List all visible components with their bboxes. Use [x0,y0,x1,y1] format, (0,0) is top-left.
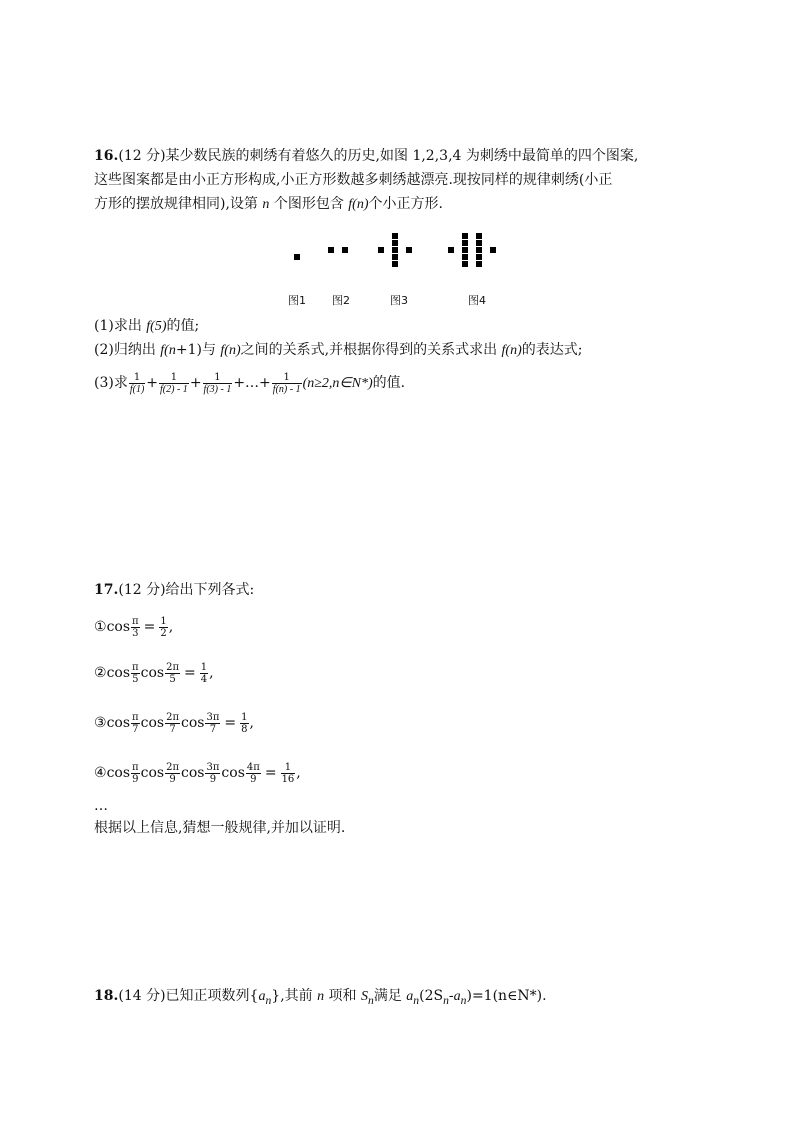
sub-n: n [413,993,420,1007]
frac-den: 4 [200,673,208,685]
angle-fraction [131,662,140,685]
q16-part2 [94,340,582,361]
sub-n: n [460,993,467,1007]
embroidery-square [328,247,334,253]
cos-label: cos [140,665,165,681]
embroidery-square [476,233,482,239]
result-fraction [200,662,208,685]
q16-text3c: 个小正方形. [368,196,443,212]
frac-num: 1 [281,762,296,774]
comma: , [168,619,174,635]
frac-den: 5 [132,673,139,685]
angle-fraction [165,662,180,685]
result-fraction [281,762,296,785]
angle-fraction [131,762,140,785]
part2-text-c: 之间的关系式,并根据你得到的关系式求出 [240,342,502,358]
q17-formula-4 [94,758,301,788]
q16-part3 [94,368,405,399]
angle-fraction [165,712,180,735]
f-of-5: f(5) [146,319,167,334]
frac-num: π [132,661,139,673]
embroidery-square [476,240,482,246]
fraction-2 [159,372,189,395]
a-var: a [406,989,414,1004]
frac-den: 16 [281,773,295,785]
result-fraction [240,712,248,735]
angle-fraction [246,762,261,785]
part2-text-b: 与 [201,342,221,358]
frac-num: 1 [241,711,248,723]
frac-den: 8 [241,723,248,735]
q16-line3 [94,194,443,215]
fraction-3 [203,372,233,395]
formula-marker: ② [94,665,107,681]
q17-formula-1 [94,612,173,642]
frac-den: f(2) - 1 [160,383,188,395]
f-of-n-plus: f(n [160,343,176,358]
result-fraction [159,616,167,639]
frac-den: 7 [169,723,176,735]
fraction-n [272,372,302,395]
cos-label: cos [221,765,245,781]
q17-ellipsis: … [94,798,108,814]
frac-num: π [132,615,139,627]
q18-text-b: },其前 [271,988,318,1004]
embroidery-square [476,247,482,253]
caption-3: 图3 [390,294,408,307]
frac-num: 3π [206,711,220,723]
q18-text-c: 项和 [324,988,362,1004]
f-of-n: f(n) [501,343,522,358]
cos-label: cos [181,765,205,781]
frac-den: 7 [132,723,139,735]
embroidery-square [392,254,398,260]
frac-den: f(n) - 1 [272,383,301,395]
frac-num: 1 [159,372,189,384]
equals-sign: = [224,715,237,731]
frac-den: 9 [209,773,217,785]
frac-den: 9 [132,773,139,785]
comma: , [296,765,301,781]
embroidery-square [342,247,348,253]
S-var: S [361,989,369,1004]
frac-num: π [132,761,139,773]
angle-fraction [131,712,140,735]
cos-label: cos [181,715,205,731]
part1-text: (1)求出 [94,318,147,334]
q16-text3b: 个图形包含 [269,196,349,212]
frac-den: 3 [132,627,139,639]
frac-num: 1 [203,372,233,384]
caption-1: 图1 [288,294,306,307]
condition: (n≥2,n∈N*) [302,376,373,391]
comma: , [209,665,214,681]
formula-marker: ③ [94,715,107,731]
cos-label: cos [140,715,165,731]
plus-sign: + [146,375,159,391]
sub-n: n [443,993,449,1007]
frac-num: 1 [200,661,208,673]
frac-den: 5 [169,673,176,685]
embroidery-square [294,254,300,260]
frac-num: π [132,711,139,723]
q16-line1 [94,146,638,166]
q17-formula-3 [94,708,254,738]
q18-number: 18. [94,988,119,1004]
embroidery-square [378,247,384,253]
frac-den: f(3) - 1 [203,383,232,395]
angle-fraction [205,712,220,735]
f-of-n: f(n) [348,197,369,212]
a-var: a [453,989,461,1004]
part2-text: (2)归纳出 [94,342,161,358]
equals-sign: = [143,619,156,635]
f-of-n: f(n) [220,343,241,358]
sub-n: n [368,993,374,1007]
frac-den: 9 [169,773,176,785]
q17-number: 17. [94,582,119,598]
angle-fraction [165,762,180,785]
embroidery-square [476,261,482,267]
frac-num: 1 [129,372,145,384]
cos-label: cos [106,765,131,781]
frac-num: 1 [160,615,167,627]
cos-label: cos [106,665,131,681]
part3-text: (3)求 [94,375,128,391]
var-n: n [262,197,270,212]
embroidery-square [462,233,468,239]
embroidery-square [448,247,454,253]
q18-text-e: =1(n∈N*). [471,988,547,1004]
plus-sign: + [189,375,202,391]
q18-text-d: 满足 [373,988,407,1004]
embroidery-square [462,261,468,267]
frac-den: 7 [209,723,217,735]
cos-label: cos [140,765,165,781]
plus-dots: +…+ [233,375,271,391]
frac-den: f(1) [129,383,145,395]
cos-label: cos [106,619,131,635]
embroidery-square [392,233,398,239]
frac-num: 2π [166,761,180,773]
embroidery-square [406,247,412,253]
q17-intro [94,580,254,600]
sub-n: n [265,993,272,1007]
q16-text1: (12 分)某少数民族的刺绣有着悠久的历史,如图 1,2,3,4 为刺绣中最简单的四个图案, [118,148,639,164]
equals-sign: = [264,765,277,781]
part3-text-b: 的值. [372,375,406,391]
q17-formula-2 [94,658,214,688]
q16-text3a: 方形的摆放规律相同),设第 [94,196,263,212]
embroidery-square [462,254,468,260]
angle-fraction [131,616,140,639]
frac-num: 4π [246,761,260,773]
formula-marker: ④ [94,765,107,781]
frac-den: 2 [160,627,167,639]
embroidery-square [392,261,398,267]
part1-text-b: 的值; [166,318,200,334]
a-var: a [258,989,266,1004]
q17-conclusion: 根据以上信息,猜想一般规律,并加以证明. [94,820,346,836]
cos-label: cos [106,715,131,731]
q16-number: 16. [94,148,119,164]
q16-part1 [94,316,199,337]
embroidery-square [392,247,398,253]
n-var: n [317,989,325,1004]
frac-num: 2π [166,711,180,723]
embroidery-figures [280,222,540,312]
embroidery-square [490,247,496,253]
q17-intro-text: (12 分)给出下列各式: [118,582,255,598]
embroidery-square [462,240,468,246]
q18-text-a: (14 分)已知正项数列{ [118,988,259,1004]
equals-sign: = [184,665,196,681]
frac-num: 1 [272,372,302,384]
fraction-1 [129,372,145,395]
embroidery-square [476,254,482,260]
frac-num: 2π [166,661,180,673]
q18-line: 18.(14 分)已知正项数列$\{a_n\}$,其前 n 项和 $S_n$满足 $a_n(2S_n-a_n)=1(n\in N*)$. [94,988,547,1007]
frac-den: 9 [250,773,257,785]
embroidery-square [392,240,398,246]
caption-4: 图4 [468,294,486,307]
angle-fraction [205,762,220,785]
q16-line2: 这些图案都是由小正方形构成,小正方形数越多刺绣越漂亮.现按同样的规律刺绣(小正 [94,172,613,188]
caption-2: 图2 [332,294,350,307]
plus-one: +1) [175,342,202,358]
embroidery-square [462,247,468,253]
part2-text-d: 的表达式; [521,342,583,358]
q18-cond: (2S [419,988,444,1004]
comma: , [249,715,254,731]
formula-marker: ① [94,619,107,635]
frac-num: 3π [206,761,220,773]
